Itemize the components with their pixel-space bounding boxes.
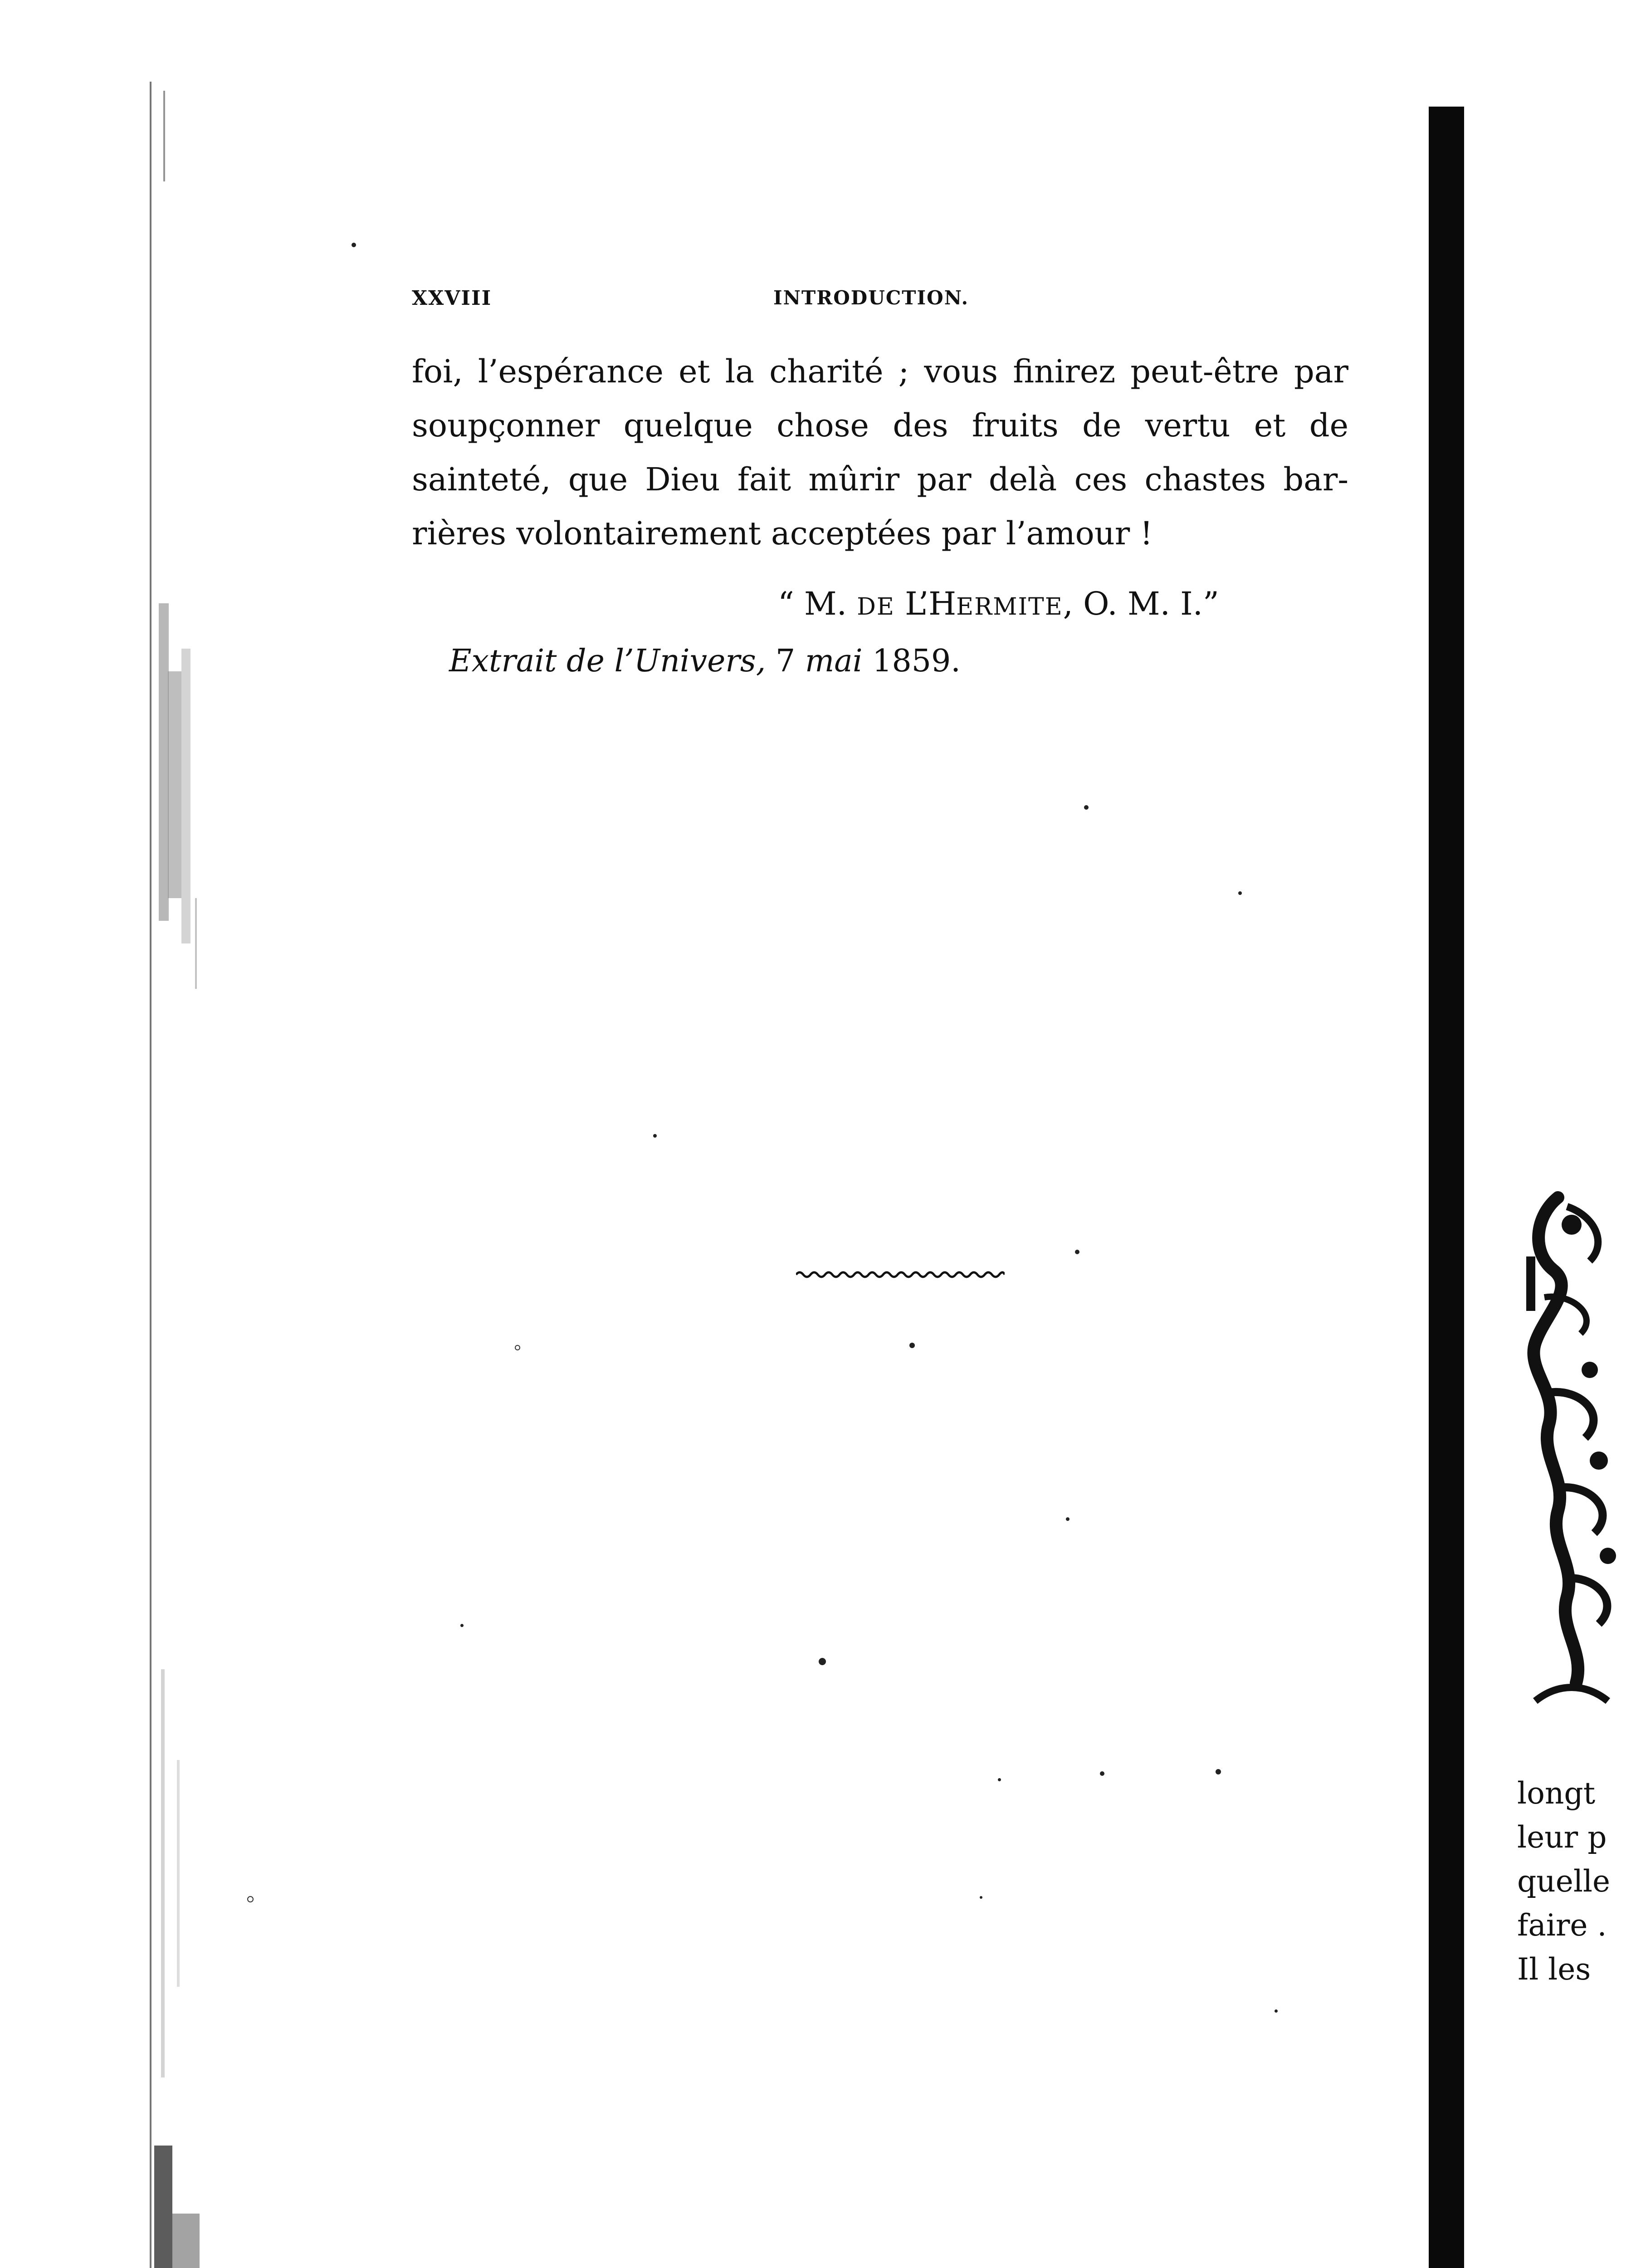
source-title: Extrait de l’Univers, <box>449 643 766 679</box>
page-edge-border <box>1429 107 1464 2268</box>
source-year: 1859. <box>862 643 961 679</box>
fragment-line: longt <box>1517 1776 1596 1811</box>
signature-name: ERMITE <box>956 593 1063 621</box>
signature-prefix: “ M. <box>778 585 857 622</box>
body-line: rières volontairement acceptées par l’amour ! <box>412 515 1153 552</box>
scan-speck <box>1066 1517 1070 1521</box>
body-line: foi, l’espérance et la charité ; vous finirez peut-être par <box>412 353 1348 390</box>
fragment-line: faire . <box>1517 1908 1607 1943</box>
scan-speck <box>1238 891 1242 895</box>
body-paragraph <box>412 345 1348 561</box>
scan-speck <box>1084 805 1089 810</box>
scan-speck <box>1100 1771 1104 1776</box>
fragment-line: quelle <box>1517 1864 1611 1899</box>
signature-initial: L’H <box>894 585 957 622</box>
scan-speck <box>998 1778 1001 1781</box>
body-line: soupçonner quelque chose des fruits de vertu et de <box>412 407 1348 444</box>
body-line: sainteté, que Dieu fait mûrir par delà ces chastes bar- <box>412 461 1348 498</box>
floral-ornament-icon <box>1517 1179 1636 1733</box>
scan-speck <box>653 1134 657 1138</box>
scan-speck <box>980 1896 982 1899</box>
next-page-text-fragment <box>1517 1771 1636 1991</box>
source-citation <box>449 643 961 679</box>
fragment-line: Il les <box>1517 1952 1591 1987</box>
fragment-line: leur p <box>1517 1820 1607 1855</box>
running-title: INTRODUCTION. <box>773 287 969 309</box>
page-number: XXVIII <box>412 287 492 310</box>
scan-speck <box>819 1658 826 1665</box>
signature-particle: DE <box>857 593 895 621</box>
signature-suffix: , O. M. I.” <box>1063 585 1219 622</box>
signature <box>778 585 1219 622</box>
wavy-divider-ornament <box>796 1268 1005 1281</box>
scan-speck <box>1216 1769 1221 1774</box>
source-month: mai <box>805 643 863 679</box>
scan-speck <box>460 1624 464 1627</box>
scan-speck <box>909 1343 915 1348</box>
scan-speck <box>1075 1250 1079 1254</box>
scan-speck <box>1275 2009 1278 2013</box>
source-day: 7 <box>766 643 805 679</box>
binding-edge <box>150 82 227 2268</box>
scan-speck <box>247 1896 254 1902</box>
scan-speck <box>515 1345 520 1350</box>
scan-speck <box>352 243 356 247</box>
